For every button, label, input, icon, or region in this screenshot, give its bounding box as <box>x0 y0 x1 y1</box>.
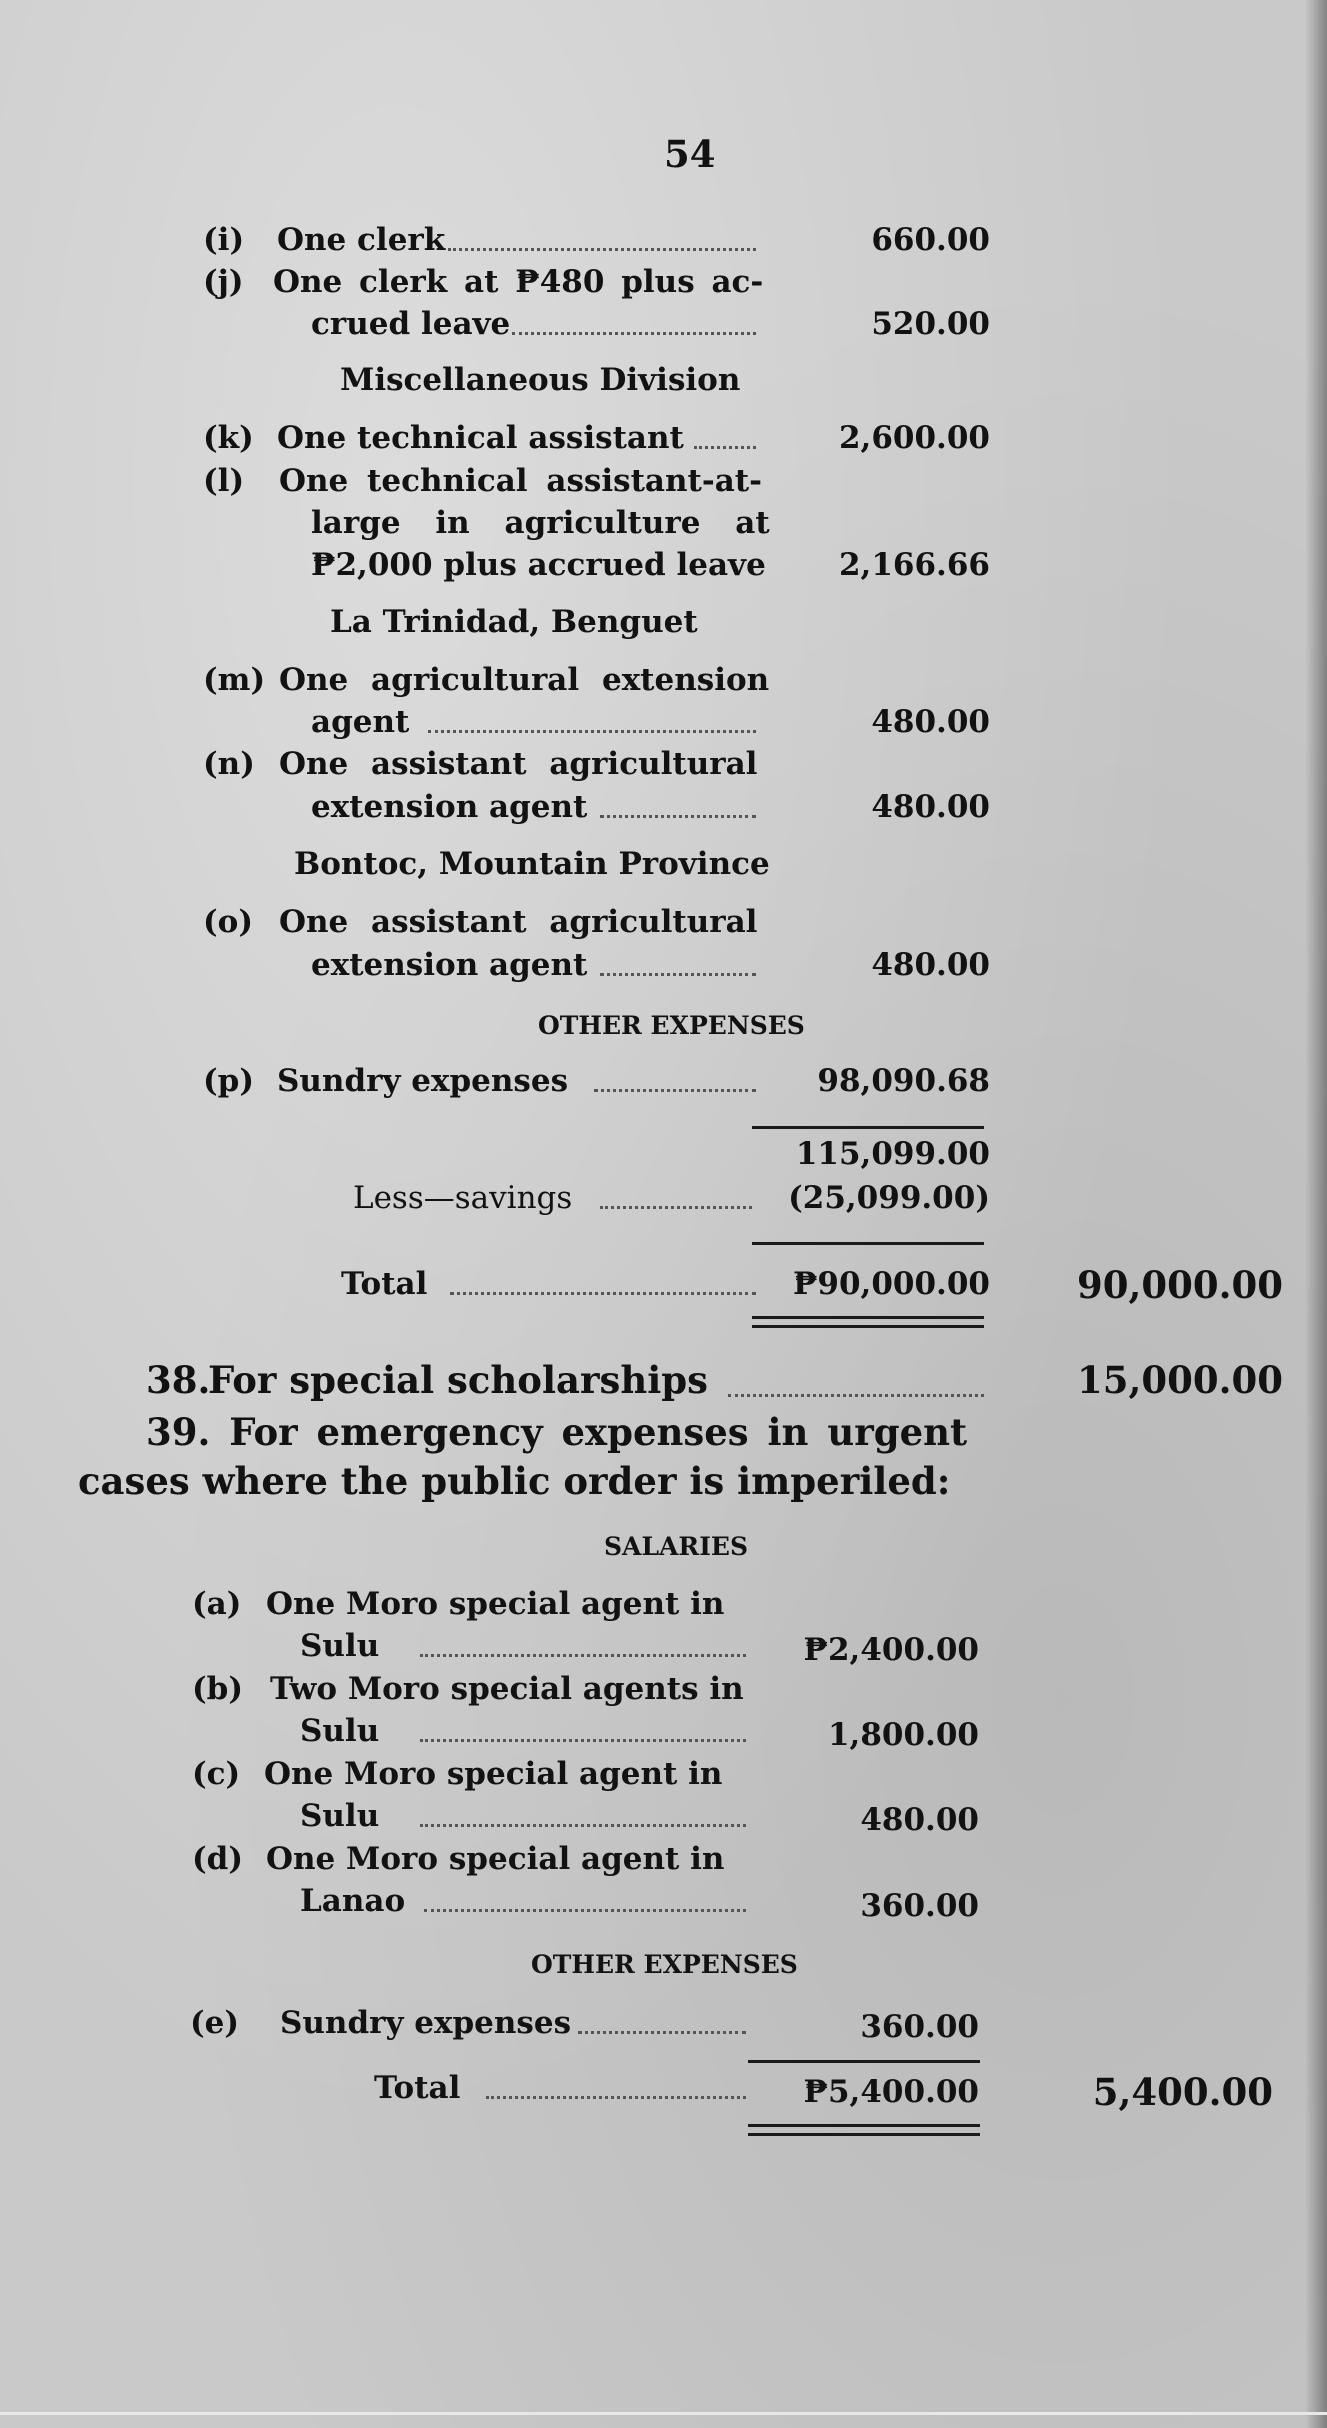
scan-edge-line <box>0 2412 1327 2415</box>
leader-dots <box>512 332 756 335</box>
item-e-amount: 360.00 <box>860 2009 979 2045</box>
salaries-heading: SALARIES <box>604 1532 749 1561</box>
item-o-letter: (o) <box>203 904 254 940</box>
item-l-letter: (l) <box>203 463 245 499</box>
item-c-line2: Sulu <box>300 1798 380 1834</box>
leader-dots <box>450 1292 756 1295</box>
item-j-letter: (j) <box>203 264 244 300</box>
subtotal-rule <box>752 1126 984 1129</box>
item-38-amount: 15,000.00 <box>1077 1358 1283 1402</box>
item-i-text: One clerk <box>277 222 446 258</box>
item-a-amount: ₱2,400.00 <box>803 1632 979 1668</box>
subtotal-amount: 115,099.00 <box>795 1136 990 1172</box>
item-p-letter: (p) <box>203 1063 255 1099</box>
item-c-line1: One Moro special agent in <box>264 1756 723 1792</box>
leader-dots <box>600 973 756 976</box>
item-l-line3: ₱2,000 plus accrued leave <box>311 547 766 583</box>
leader-dots <box>420 1654 746 1657</box>
leader-dots <box>424 1909 746 1912</box>
bontoc-heading: Bontoc, Mountain Province <box>294 846 770 882</box>
item-m-amount: 480.00 <box>871 704 990 740</box>
item-n-line2: extension agent <box>311 789 588 825</box>
item-j-line1: One clerk at ₱480 plus ac- <box>273 264 764 300</box>
la-trinidad-heading: La Trinidad, Benguet <box>330 604 698 640</box>
item-d-amount: 360.00 <box>860 1888 979 1924</box>
misc-division-heading: Miscellaneous Division <box>340 362 741 398</box>
leader-dots <box>448 248 756 251</box>
item-l-line1: One technical assistant-at- <box>279 463 762 499</box>
other-expenses-heading-2: OTHER EXPENSES <box>531 1950 798 1979</box>
total-rule <box>752 1242 984 1245</box>
item-d-letter: (d) <box>192 1841 244 1877</box>
leader-dots <box>694 446 756 449</box>
item-m-line2: agent <box>311 704 410 740</box>
total-rule-2 <box>748 2060 980 2063</box>
item-n-amount: 480.00 <box>871 789 990 825</box>
leader-dots <box>420 1824 746 1827</box>
total-label: Total <box>341 1266 428 1302</box>
leader-dots <box>486 2096 746 2099</box>
item-m-line1: One agricultural extension <box>279 662 770 698</box>
page-edge-shadow <box>1305 0 1327 2428</box>
leader-dots <box>420 1739 746 1742</box>
item-e-text: Sundry expenses <box>280 2005 572 2041</box>
item-d-line2: Lanao <box>300 1883 406 1919</box>
item-i-amount: 660.00 <box>871 222 990 258</box>
item-p-amount: 98,090.68 <box>817 1063 990 1099</box>
leader-dots <box>594 1089 756 1092</box>
item-39-line1: 39. For emergency expenses in urgent <box>146 1410 968 1454</box>
item-o-line1: One assistant agricultural <box>279 904 758 940</box>
total-amount-2: ₱5,400.00 <box>803 2074 979 2110</box>
item-m-letter: (m) <box>203 662 266 698</box>
total-right-column-2: 5,400.00 <box>1092 2070 1273 2114</box>
item-o-line2: extension agent <box>311 947 588 983</box>
item-a-letter: (a) <box>192 1586 242 1622</box>
item-c-amount: 480.00 <box>860 1802 979 1838</box>
item-b-letter: (b) <box>192 1671 244 1707</box>
item-39-line2: cases where the public order is imperiled: <box>78 1459 951 1503</box>
item-b-line1: Two Moro special agents in <box>270 1671 744 1707</box>
item-a-line1: One Moro special agent in <box>266 1586 725 1622</box>
leader-dots <box>428 730 756 733</box>
item-a-line2: Sulu <box>300 1628 380 1664</box>
item-j-amount: 520.00 <box>871 306 990 342</box>
leader-dots <box>600 815 756 818</box>
item-k-text: One technical assistant <box>277 420 684 456</box>
item-e-letter: (e) <box>190 2005 240 2041</box>
item-j-line2: crued leave <box>311 306 511 342</box>
double-rule-2 <box>748 2124 980 2136</box>
item-38-number: 38. <box>146 1358 211 1402</box>
item-k-amount: 2,600.00 <box>838 420 990 456</box>
item-38-text: For special scholarships <box>208 1358 708 1402</box>
item-b-line2: Sulu <box>300 1713 380 1749</box>
less-savings-amount: (25,099.00) <box>788 1180 990 1216</box>
item-d-line1: One Moro special agent in <box>266 1841 725 1877</box>
item-l-line2: large in agriculture at <box>311 505 770 541</box>
other-expenses-heading: OTHER EXPENSES <box>538 1011 805 1040</box>
item-p-text: Sundry expenses <box>277 1063 569 1099</box>
double-rule <box>752 1316 984 1328</box>
item-n-line1: One assistant agricultural <box>279 746 758 782</box>
leader-dots <box>600 1206 752 1209</box>
page-number: 54 <box>664 132 716 176</box>
item-b-amount: 1,800.00 <box>827 1717 979 1753</box>
item-l-amount: 2,166.66 <box>838 547 990 583</box>
item-c-letter: (c) <box>192 1756 241 1792</box>
total-label-2: Total <box>374 2070 461 2106</box>
item-n-letter: (n) <box>203 746 255 782</box>
total-amount: ₱90,000.00 <box>792 1266 990 1302</box>
item-i-letter: (i) <box>203 222 245 258</box>
leader-dots <box>578 2031 746 2034</box>
less-savings-label: Less—savings <box>353 1180 573 1216</box>
total-right-column: 90,000.00 <box>1077 1263 1283 1307</box>
leader-dots <box>728 1394 984 1397</box>
item-k-letter: (k) <box>203 420 254 456</box>
item-o-amount: 480.00 <box>871 947 990 983</box>
